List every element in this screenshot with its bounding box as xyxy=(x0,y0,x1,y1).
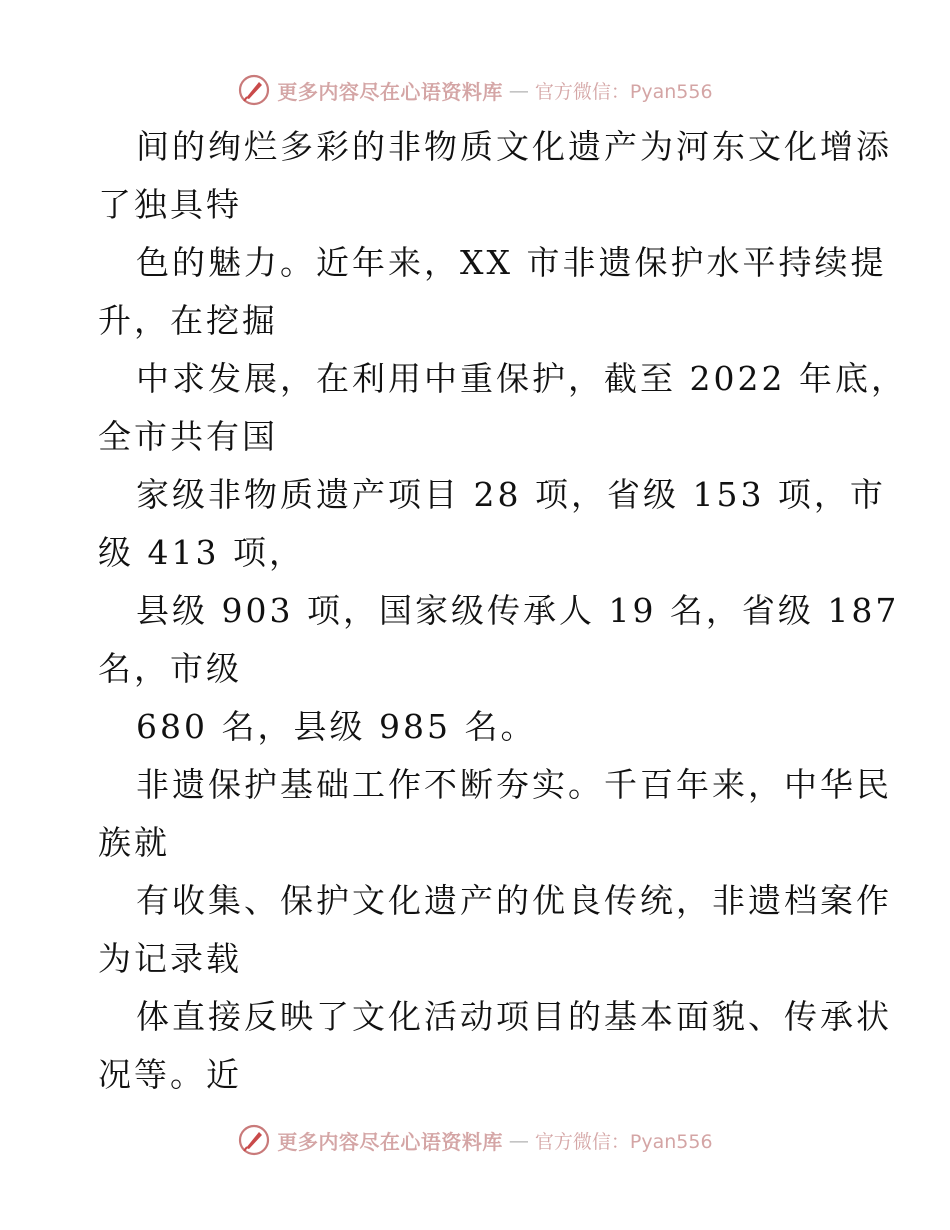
text-line: 了独具特 xyxy=(98,185,242,224)
watermark-separator: — xyxy=(508,78,529,102)
text-line: 名，市级 xyxy=(98,649,242,688)
text-line: 非遗保护基础工作不断夯实。千百年来，中华民 xyxy=(136,765,892,804)
body-text xyxy=(98,118,907,1104)
text-line: 全市共有国 xyxy=(98,417,278,456)
text-line: 中求发展，在利用中重保护，截至 2022 年底， xyxy=(136,359,907,398)
text-line: 680 名，县级 985 名。 xyxy=(136,707,537,746)
text-line: 县级 903 项，国家级传承人 19 名，省级 187 xyxy=(136,591,900,630)
watermark-contact: 官方微信：Pyan556 xyxy=(534,1130,713,1153)
text-line: 体直接反映了文化活动项目的基本面貌、传承状 xyxy=(136,997,892,1036)
watermark-header xyxy=(0,70,950,110)
quill-pen-icon xyxy=(237,1123,271,1157)
text-line: 色的魅力。近年来，XX 市非遗保护水平持续提 xyxy=(136,243,887,282)
text-line: 间的绚烂多彩的非物质文化遗产为河东文化增添 xyxy=(136,127,892,166)
quill-pen-icon xyxy=(237,73,271,107)
watermark-brand: 更多内容尽在心语资料库 xyxy=(277,1129,503,1154)
watermark-brand: 更多内容尽在心语资料库 xyxy=(277,79,503,104)
text-line: 级 413 项， xyxy=(98,533,305,572)
text-line: 族就 xyxy=(98,823,170,862)
text-line: 况等。近 xyxy=(98,1055,242,1094)
text-line: 家级非物质遗产项目 28 项，省级 153 项，市 xyxy=(136,475,886,514)
text-line: 为记录载 xyxy=(98,939,242,978)
watermark-footer xyxy=(0,1120,950,1160)
watermark-separator: — xyxy=(508,1128,529,1152)
text-line: 升，在挖掘 xyxy=(98,301,278,340)
watermark-contact: 官方微信：Pyan556 xyxy=(534,80,713,103)
text-line: 有收集、保护文化遗产的优良传统，非遗档案作 xyxy=(136,881,892,920)
